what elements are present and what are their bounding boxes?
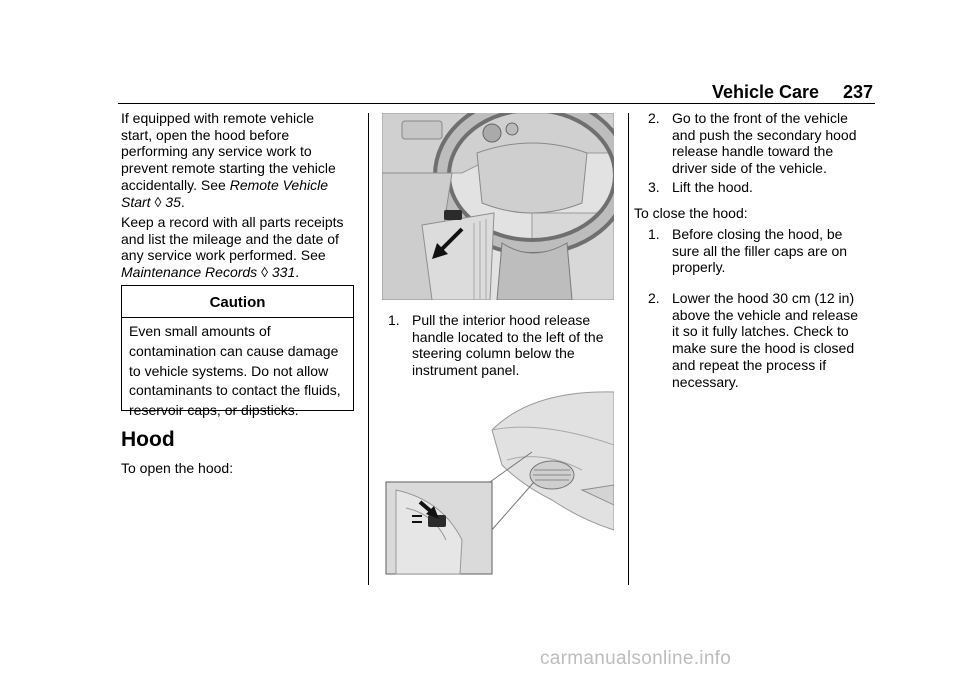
interior-hood-release-figure — [382, 113, 614, 300]
text-line: accidentally. See Remote Vehicle — [121, 176, 329, 193]
text-line: above the vehicle and release — [672, 306, 859, 323]
step-text — [672, 290, 858, 390]
text-line: If equipped with remote vehicle — [121, 110, 314, 126]
close-hood-intro: To close the hood: — [634, 205, 748, 221]
step-text — [412, 312, 603, 379]
close-step-2 — [648, 290, 878, 392]
text-line: and push the secondary hood — [672, 126, 857, 143]
open-step-2 — [648, 110, 878, 180]
step-text — [672, 179, 753, 196]
text-line: Keep a record with all parts receipts — [121, 214, 344, 230]
front-vehicle-illustration — [382, 390, 614, 578]
page-ref-number[interactable]: 331 — [271, 264, 296, 281]
page-ref-icon: ◊ — [261, 264, 268, 281]
text-line: prevent remote starting the vehicle — [121, 160, 336, 177]
page-ref-number[interactable]: 35 — [165, 193, 181, 210]
text-line: Maintenance Records ◊ 331. — [121, 264, 300, 281]
step-number: 3. — [648, 179, 660, 195]
page-ref-icon: ◊ — [154, 193, 162, 210]
remote-vehicle-start-link[interactable]: Start — [121, 193, 151, 210]
text-line: performing any service work to — [121, 143, 312, 160]
remote-vehicle-start-link[interactable]: Remote Vehicle — [229, 176, 329, 193]
remote-start-paragraph — [121, 110, 361, 210]
text-line: Lower the hood 30 cm (12 in) — [672, 290, 855, 306]
text-line: and list the mileage and the date of — [121, 230, 339, 247]
maintenance-records-paragraph — [121, 214, 366, 281]
text-line: properly. — [672, 259, 726, 276]
step-number: 1. — [388, 312, 400, 328]
text-line: it so it fully latches. Check to — [672, 323, 849, 340]
text-line: start, open the hood before — [121, 126, 290, 143]
step-number: 2. — [648, 110, 660, 126]
caution-divider — [122, 317, 353, 318]
text-line: to vehicle systems. Do not allow — [129, 362, 329, 379]
caution-text — [129, 322, 353, 421]
column-divider-left — [368, 113, 369, 585]
text-line: contaminants to contact the fluids, — [129, 382, 341, 399]
step-text — [672, 226, 847, 276]
text-line: release handle toward the — [672, 143, 834, 160]
text-line: Pull the interior hood release — [412, 312, 591, 328]
text-line: instrument panel. — [412, 362, 520, 379]
hood-heading: Hood — [121, 428, 175, 451]
step-text — [672, 110, 856, 177]
text-line: any service work performed. See — [121, 247, 326, 264]
text-line: necessary. — [672, 373, 739, 390]
interior-illustration — [382, 113, 614, 300]
text-line: steering column below the — [412, 345, 575, 362]
text-line: Go to the front of the vehicle — [672, 110, 848, 126]
text-line: Lift the hood. — [672, 179, 753, 195]
open-step-3 — [648, 179, 878, 197]
page-number: 237 — [843, 82, 874, 102]
text-line: Before closing the hood, be — [672, 226, 843, 242]
text-line: handle located to the left of the — [412, 328, 604, 345]
maintenance-records-link[interactable]: Maintenance Records — [121, 264, 258, 281]
text-line: driver side of the vehicle. — [672, 160, 827, 177]
caution-title: Caution — [209, 294, 266, 311]
caution-box — [121, 285, 354, 419]
text-line: reservoir caps, or dipsticks. — [129, 402, 299, 419]
secondary-hood-release-figure — [382, 390, 614, 578]
text-line: Start ◊ 35. — [121, 193, 185, 210]
open-hood-intro: To open the hood: — [121, 460, 234, 476]
text-line: contamination can cause damage — [129, 342, 339, 359]
watermark: carmanualsonline.info — [540, 648, 732, 669]
text-line: make sure the hood is closed — [672, 340, 855, 357]
header-rule — [118, 103, 875, 104]
column-divider-right — [628, 113, 629, 585]
close-step-1 — [648, 226, 878, 278]
open-step-1 — [388, 312, 618, 382]
text-line: Even small amounts of — [129, 323, 271, 339]
text-line: sure all the filler caps are on — [672, 242, 848, 259]
step-number: 2. — [648, 290, 660, 306]
section-title: Vehicle Care — [712, 82, 820, 102]
text-line: and repeat the process if — [672, 356, 827, 373]
step-number: 1. — [648, 226, 660, 242]
